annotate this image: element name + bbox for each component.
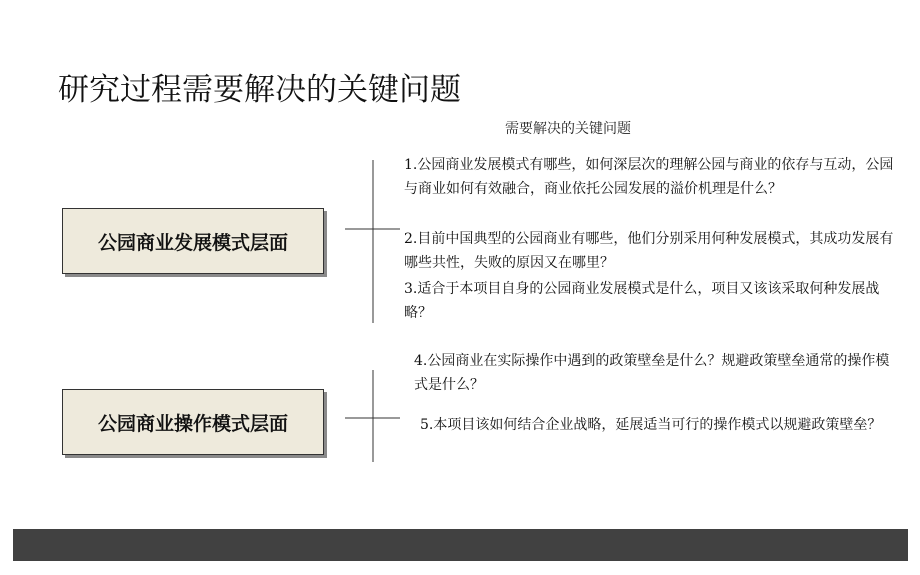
development-mode-layer-box: 公园商业发展模式层面	[62, 208, 324, 274]
footer-bar	[13, 529, 908, 561]
page-title: 研究过程需要解决的关键问题	[58, 72, 461, 108]
development-bracket	[345, 160, 400, 323]
operation-bracket	[345, 370, 400, 462]
question-5: 5.本项目该如何结合企业战略，延展适当可行的操作模式以规避政策壁垒？	[420, 417, 882, 433]
question-3: 3.适合于本项目自身的公园商业发展模式是什么，项目又该该采取何种发展战略？	[404, 281, 880, 321]
question-4: 4.公园商业在实际操作中遇到的政策壁垒是什么？规避政策壁垒通常的操作模式是什么？	[414, 353, 890, 393]
operation-mode-layer-box: 公园商业操作模式层面	[62, 389, 324, 455]
question-2: 2.目前中国典型的公园商业有哪些，他们分别采用何种发展模式，其成功发展有哪些共性，失败的原因又在哪里？	[404, 231, 894, 271]
section-subtitle: 需要解决的关键问题	[505, 121, 631, 137]
question-1: 1.公园商业发展模式有哪些，如何深层次的理解公园与商业的依存与互动，公园与商业如何有效融合，商业依托公园发展的溢价机理是什么？	[404, 157, 894, 197]
